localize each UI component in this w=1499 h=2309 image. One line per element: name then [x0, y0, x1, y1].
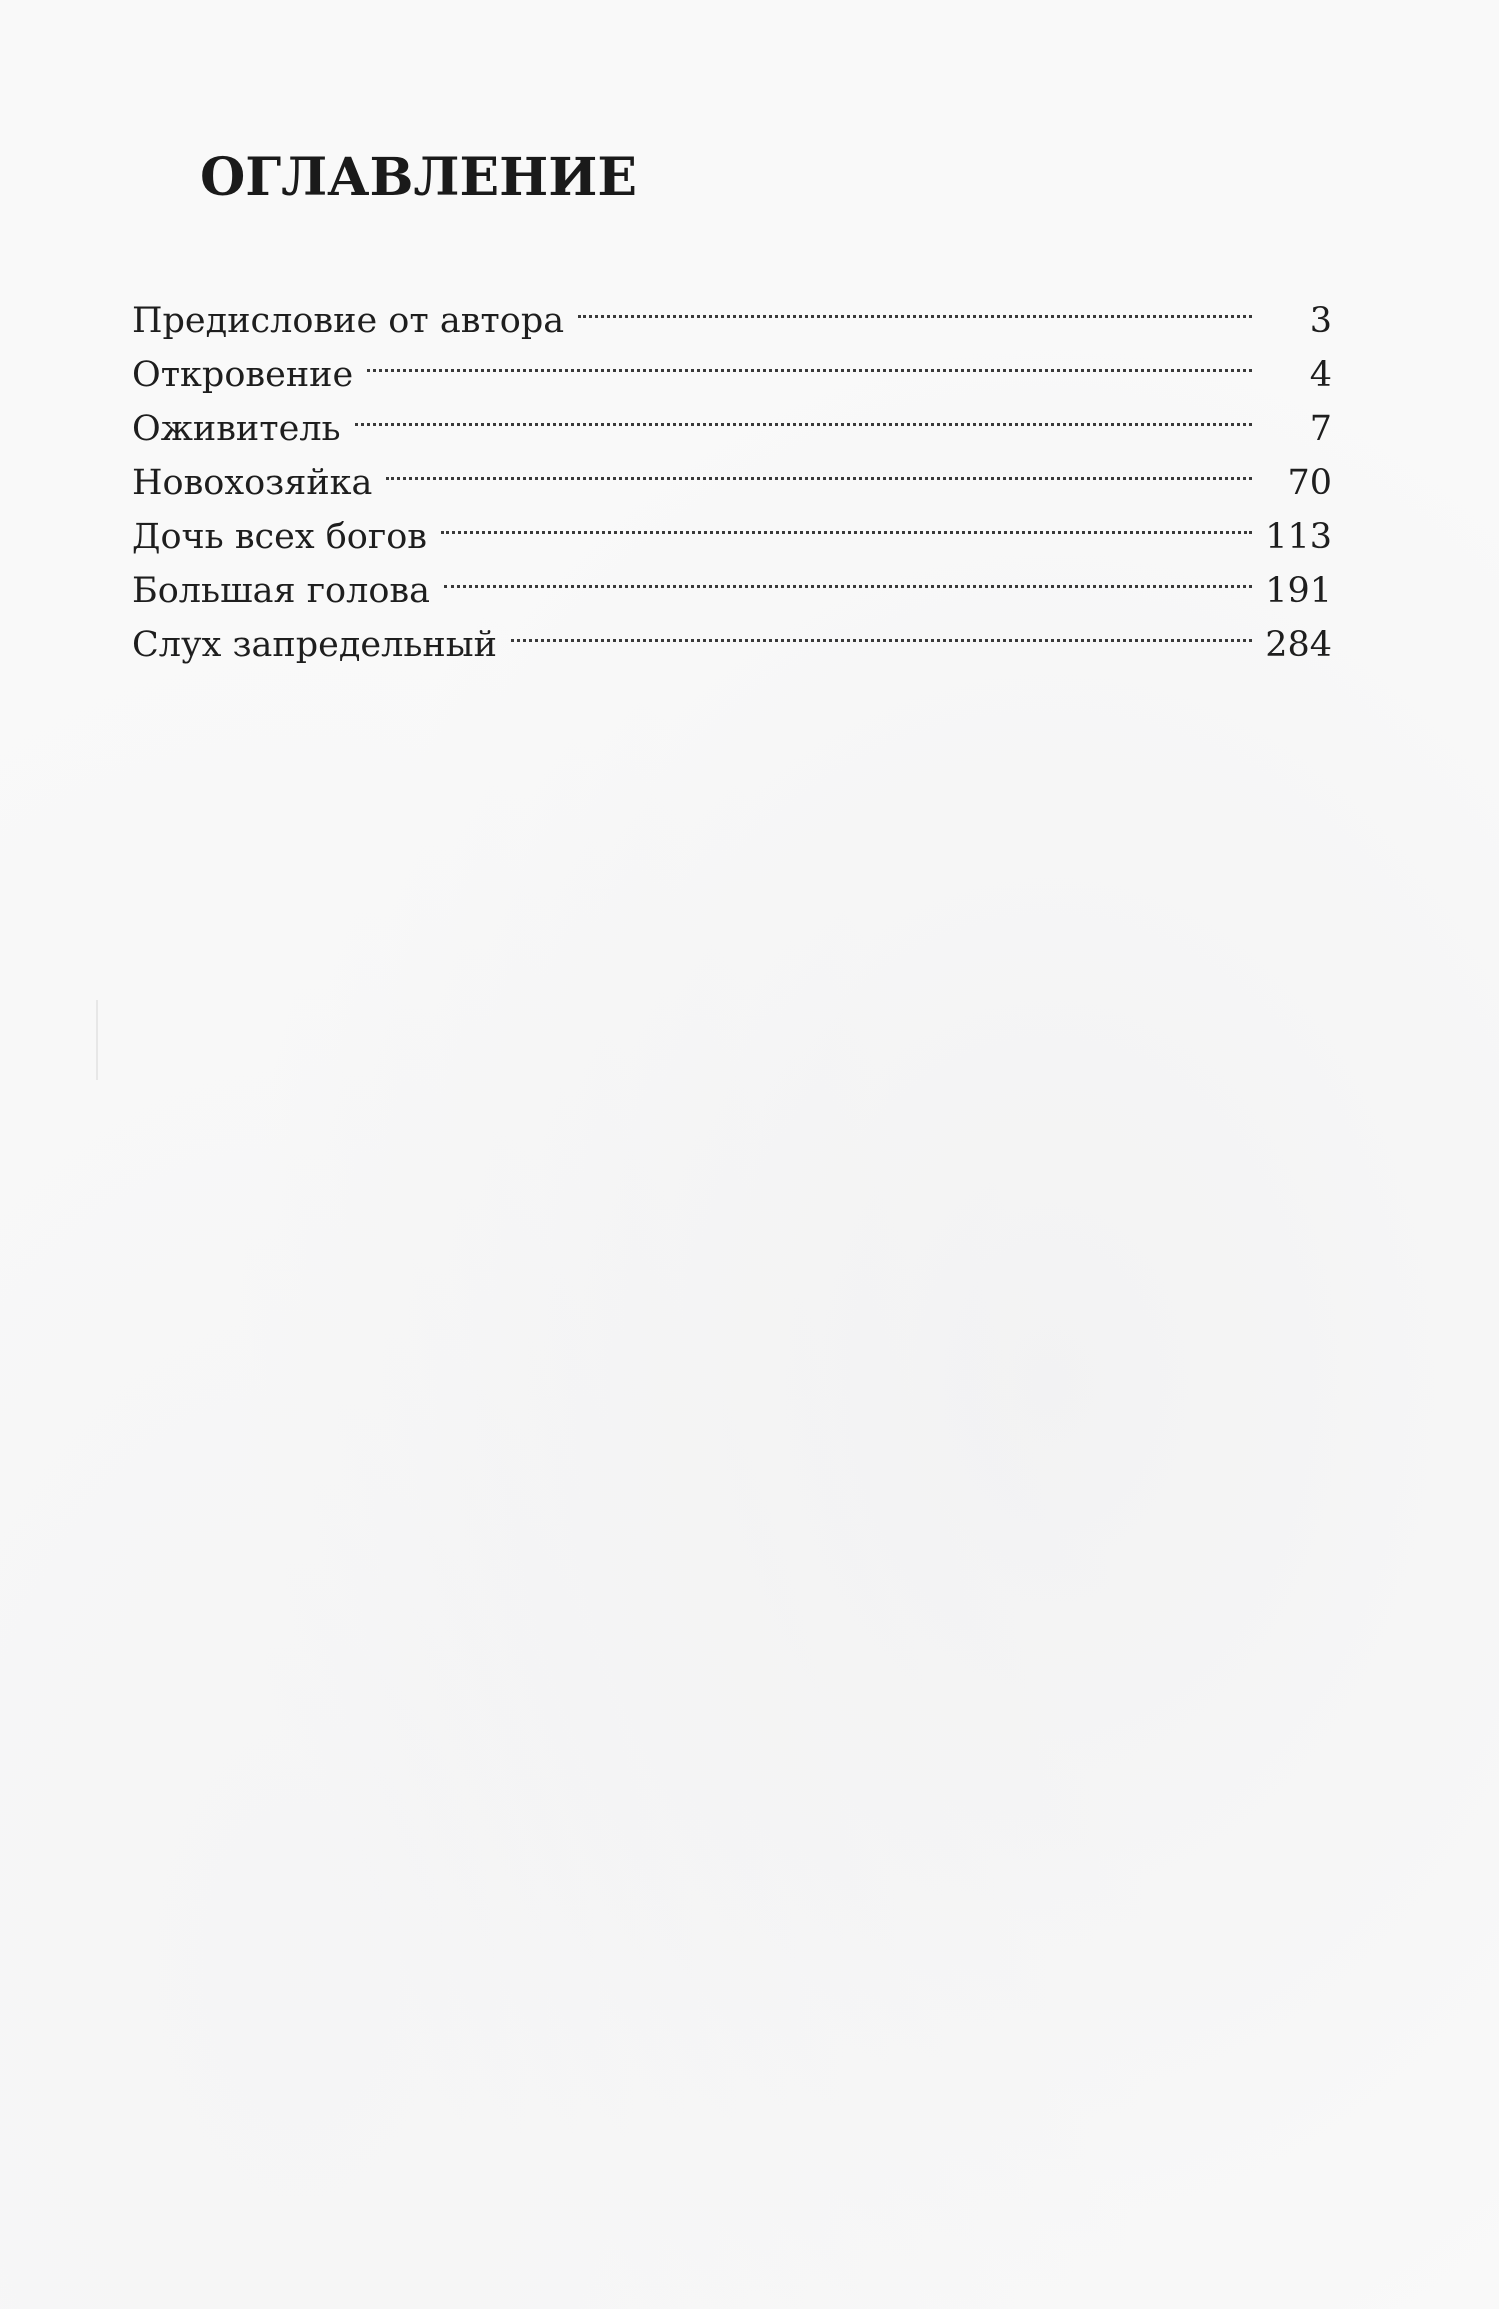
dot-leader	[441, 494, 1252, 548]
table-of-contents	[132, 278, 1332, 665]
paper-mark	[96, 1000, 98, 1080]
dot-leader	[578, 278, 1252, 332]
toc-entry-page: 70	[1287, 463, 1332, 503]
page-title: ОГЛАВЛЕНИЕ	[200, 147, 637, 208]
toc-entry-page: 7	[1309, 409, 1332, 449]
dot-leader	[367, 332, 1252, 386]
toc-entry-title: Слух запредельный	[132, 625, 497, 665]
toc-entry-title: Новохозяйка	[132, 463, 373, 503]
toc-entry	[132, 278, 1332, 341]
dot-leader	[355, 386, 1252, 440]
dot-leader	[511, 602, 1252, 656]
toc-entry-title: Предисловие от автора	[132, 301, 565, 341]
toc-entry-page: 4	[1309, 355, 1332, 395]
toc-entry-title: Большая голова	[132, 571, 430, 611]
toc-entry-title: Оживитель	[132, 409, 341, 449]
toc-entry-title: Дочь всех богов	[132, 517, 427, 557]
dot-leader	[386, 440, 1252, 494]
toc-entry-page: 3	[1309, 301, 1332, 341]
toc-entry-page: 191	[1265, 571, 1332, 611]
dot-leader	[444, 548, 1252, 602]
toc-entry-page: 284	[1265, 625, 1332, 665]
toc-entry-title: Откровение	[132, 355, 354, 395]
toc-entry-page: 113	[1265, 517, 1332, 557]
